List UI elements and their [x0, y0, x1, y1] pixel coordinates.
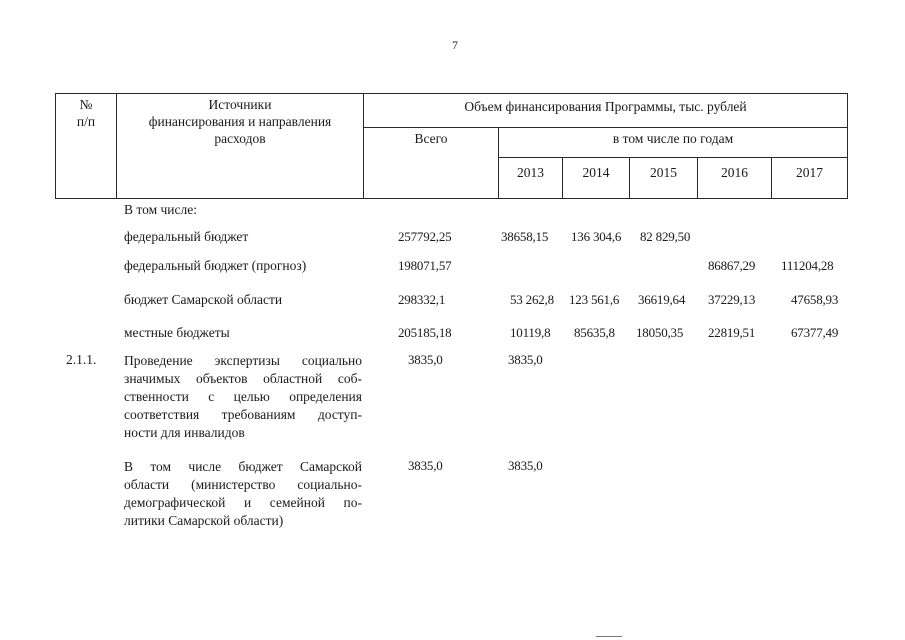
cell-2013: 3835,0: [508, 352, 543, 367]
row-description: [124, 458, 362, 530]
description-line: Проведение экспертизы социально: [124, 353, 362, 368]
header-sources-line2: финансирования и направления: [148, 114, 332, 129]
header-by-years: в том числе по годам: [612, 131, 734, 146]
cell-2017: 111204,28: [781, 258, 834, 273]
cell-2015: 82 829,50: [640, 229, 691, 244]
cell-2013: 53 262,8: [510, 292, 554, 307]
description-line: В том числе бюджет Самарской: [124, 459, 362, 474]
description-line: литики Самарской области): [124, 513, 284, 528]
description-line: ности для инвалидов: [124, 425, 245, 440]
cell-total: 3835,0: [408, 458, 443, 473]
header-no-line2: п/п: [76, 114, 96, 129]
cell-2014: 123 561,6: [569, 292, 620, 307]
header-sources-line1: Источники: [208, 97, 272, 112]
header-top-border: [55, 93, 848, 94]
description-line: области (министерство социально-: [124, 477, 362, 492]
header-year-2013: 2013: [517, 165, 544, 180]
header-year-2017: 2017: [796, 165, 823, 180]
page-number: 7: [452, 38, 458, 52]
cell-2013: 3835,0: [508, 458, 543, 473]
description-line: демографической и семейной по-: [124, 495, 362, 510]
row-label: федеральный бюджет: [124, 229, 249, 244]
description-line: соответствия требованиям доступ-: [124, 407, 362, 422]
header-volume: Объем финансирования Программы, тыс. рублей: [464, 99, 747, 114]
cell-2015: 36619,64: [638, 292, 686, 307]
cell-2014: 85635,8: [574, 325, 615, 340]
header-no-line1: №: [79, 97, 93, 112]
cell-total: 298332,1: [398, 292, 446, 307]
cell-2016: 86867,29: [708, 258, 756, 273]
header-year-2016: 2016: [721, 165, 748, 180]
header-year-2014: 2014: [582, 165, 610, 180]
row-number: 2.1.1.: [66, 352, 97, 367]
row-description: [124, 352, 362, 442]
header-years-divider: [498, 157, 848, 158]
cell-2015: 18050,35: [636, 325, 684, 340]
description-line: ственности с целью определения: [124, 389, 362, 404]
header-bottom-border: [55, 198, 848, 199]
row-label: местные бюджеты: [124, 325, 230, 340]
scan-mark: [596, 636, 622, 637]
cell-2013: 10119,8: [510, 325, 551, 340]
row-label: федеральный бюджет (прогноз): [124, 258, 307, 273]
including-label: В том числе:: [124, 202, 197, 217]
description-line: значимых объектов областной соб-: [124, 371, 362, 386]
row-label: бюджет Самарской области: [124, 292, 283, 307]
cell-2017: 67377,49: [791, 325, 839, 340]
cell-total: 198071,57: [398, 258, 452, 273]
header-year-2015: 2015: [650, 165, 677, 180]
cell-total: 205185,18: [398, 325, 452, 340]
cell-2016: 37229,13: [708, 292, 756, 307]
cell-total: 3835,0: [408, 352, 443, 367]
cell-total: 257792,25: [398, 229, 452, 244]
cell-2014: 136 304,6: [571, 229, 622, 244]
cell-2013: 38658,15: [501, 229, 549, 244]
header-total: Всего: [414, 131, 448, 146]
cell-2017: 47658,93: [791, 292, 839, 307]
header-sources-line3: расходов: [214, 131, 266, 146]
cell-2016: 22819,51: [708, 325, 756, 340]
header-right-border: [847, 93, 848, 199]
header-volume-divider: [363, 127, 848, 128]
